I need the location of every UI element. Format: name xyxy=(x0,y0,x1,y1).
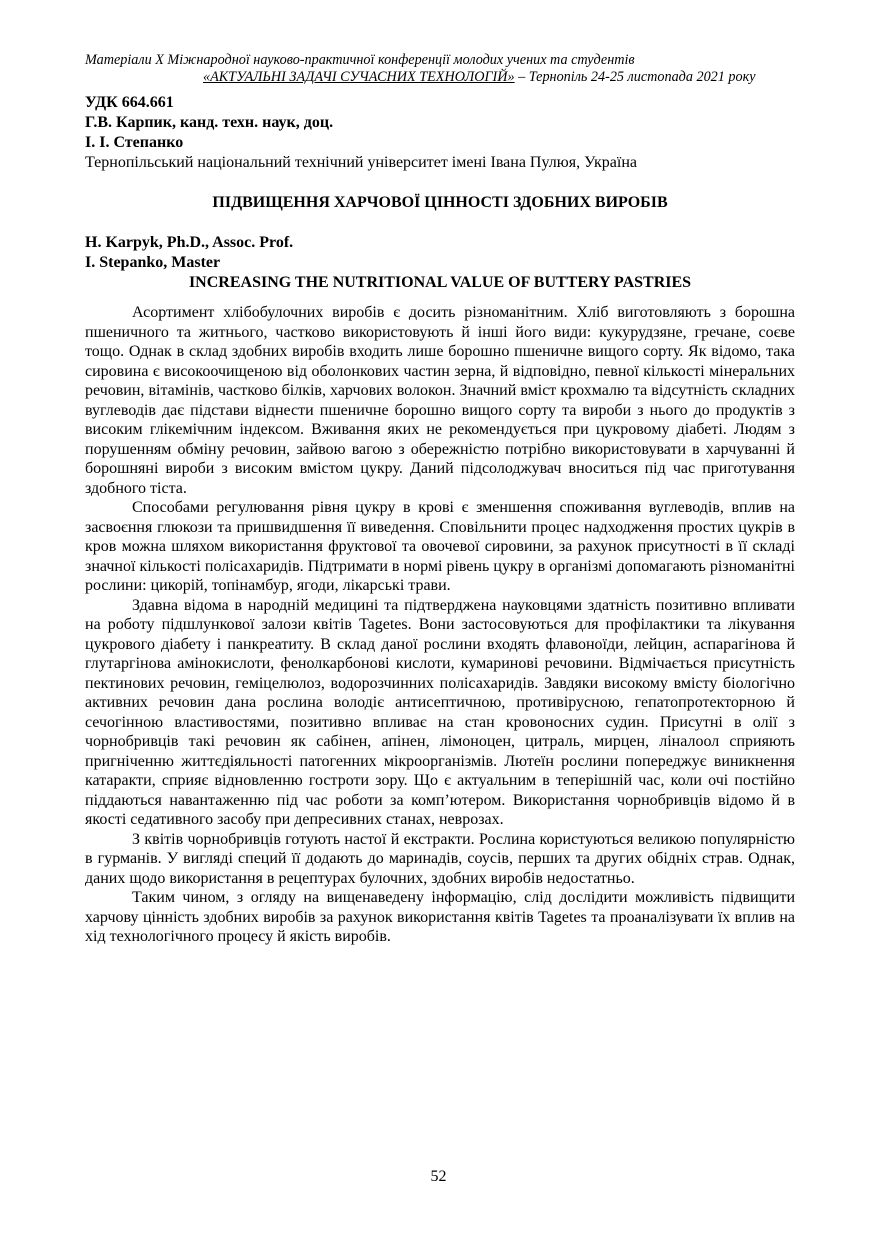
author-ua-2: І. І. Степанко xyxy=(85,134,184,151)
conference-place-date: – Тернопіль 24-25 листопада 2021 року xyxy=(514,69,756,85)
affiliation: Тернопільський національний технічний університет імені Івана Пулюя, Україна xyxy=(85,154,637,171)
page-content xyxy=(85,52,795,947)
paragraph-3: Здавна відома в народній медицині та підтверджена науковцями здатність позитивно впливати на роботу підшлункової залози квітів Tagetes. Вони застосовуються для профілактики та лікування цукрового діабету і панкреатиту. В склад даної рослини входять флавоноїди, лейцин, аспарагінова й глутаргінова амінокислоти, фенолкарбонові кислоти, кумаринові речовини. Відмічається присутність пектинових речовин, геміцелюлоз, водорозчинних полісахаридів. Завдяки високому вмісту біологічно активних речовин дана рослина володіє антисептичною, противірусною, гепатопротекторною й сечогінною властивостями, позитивно впливає на стан кровоносних судин. Присутні в олії з чорнобривців такі речовин як сабінен, апінен, лімоноцен, цитраль, мирцен, ліналоол сприяють пригніченню життєдіяльності патогенних мікроорганізмів. Лютеїн рослини попереджує виникнення катаракти, сприяє відновленню гостроти зору. Що є актуальним в теперішній час, коли очі постійно піддаються навантаженню під час роботи за комп’ютером. Використання чорнобривців відомо й в якості седативного засобу при депресивних станах, неврозах. xyxy=(85,596,795,828)
conference-name: «АКТУАЛЬНІ ЗАДАЧІ СУЧАСНИХ ТЕХНОЛОГІЙ» xyxy=(203,69,515,85)
page-number: 52 xyxy=(430,1168,447,1185)
article-body xyxy=(85,303,795,947)
paragraph-4: З квітів чорнобривців готують настої й екстракти. Рослина користуються великою популярністю в гурманів. У вигляді специй її додають до маринадів, соусів, перших та других обідніх страв. Однак, даних щодо використання в рецептурах булочних, здобних виробів недостатньо. xyxy=(85,830,795,887)
author-en-1: H. Karpyk, Ph.D., Assoc. Prof. xyxy=(85,234,294,251)
udk-code: УДК 664.661 xyxy=(85,94,174,111)
header-line-2 xyxy=(85,69,795,86)
running-header xyxy=(85,52,795,86)
author-en-2: I. Stepanko, Master xyxy=(85,254,221,271)
title-ua: ПІДВИЩЕННЯ ХАРЧОВОЇ ЦІННОСТІ ЗДОБНИХ ВИРОБІВ xyxy=(212,194,668,211)
paragraph-1: Асортимент хлібобулочних виробів є досить різноманітним. Хліб виготовляють з борошна пшеничного та житнього, частково використовують й інші його види: кукурудзяне, гречане, соєве тощо. Однак в склад здобних виробів входить лише борошно пшеничне вищого сорту. Як відомо, така сировина є високоочищеною від оболонкових частин зерна, й відповідно, певної кількості мінеральних речовин, вітамінів, частково білків, харчових волокон. Значний вміст крохмалю та відсутність складних вуглеводів дає підстави віднести пшеничне борошно вищого сорту та вироби з нього до продуктів з високим глікемічним індексом. Вживання яких не рекомендується при цукровому діабеті. Людям з порушенням обміну речовин, зайвою вагою з обережністю потрібно використовувати в харчуванні й борошняні вироби з високим вмістом цукру. Даний підсолоджувач вноситься під час приготування здобного тіста. xyxy=(85,304,795,497)
article-meta xyxy=(85,93,795,173)
paragraph-5: Таким чином, з огляду на вищенаведену інформацію, слід дослідити можливість підвищити харчову цінність здобних виробів за рахунок використання квітів Tagetes та проаналізувати їх вплив на хід технологічного процесу й якість виробів. xyxy=(85,889,795,945)
title-en: INCREASING THE NUTRITIONAL VALUE OF BUTTERY PASTRIES xyxy=(188,274,692,291)
authors-en xyxy=(85,233,795,273)
paragraph-2: Способами регулювання рівня цукру в крові є зменшення споживання вуглеводів, вплив на засвоєння глюкози та пришвидшення її виведення. Сповільнити процес надходження простих цукрів в кров можна шляхом використання фруктової та овочевої сировини, за рахунок присутності в її складі значної кількості полісахаридів. Підтримати в нормі рівень цукру в організмі допомагають різноманітні рослини: цикорій, топінамбур, ягоди, лікарські трави. xyxy=(85,499,795,594)
author-ua-1: Г.В. Карпик, канд. техн. наук, доц. xyxy=(85,114,334,131)
header-line-1: Матеріали X Міжнародної науково-практичної конференції молодих учених та студентів xyxy=(85,52,635,68)
